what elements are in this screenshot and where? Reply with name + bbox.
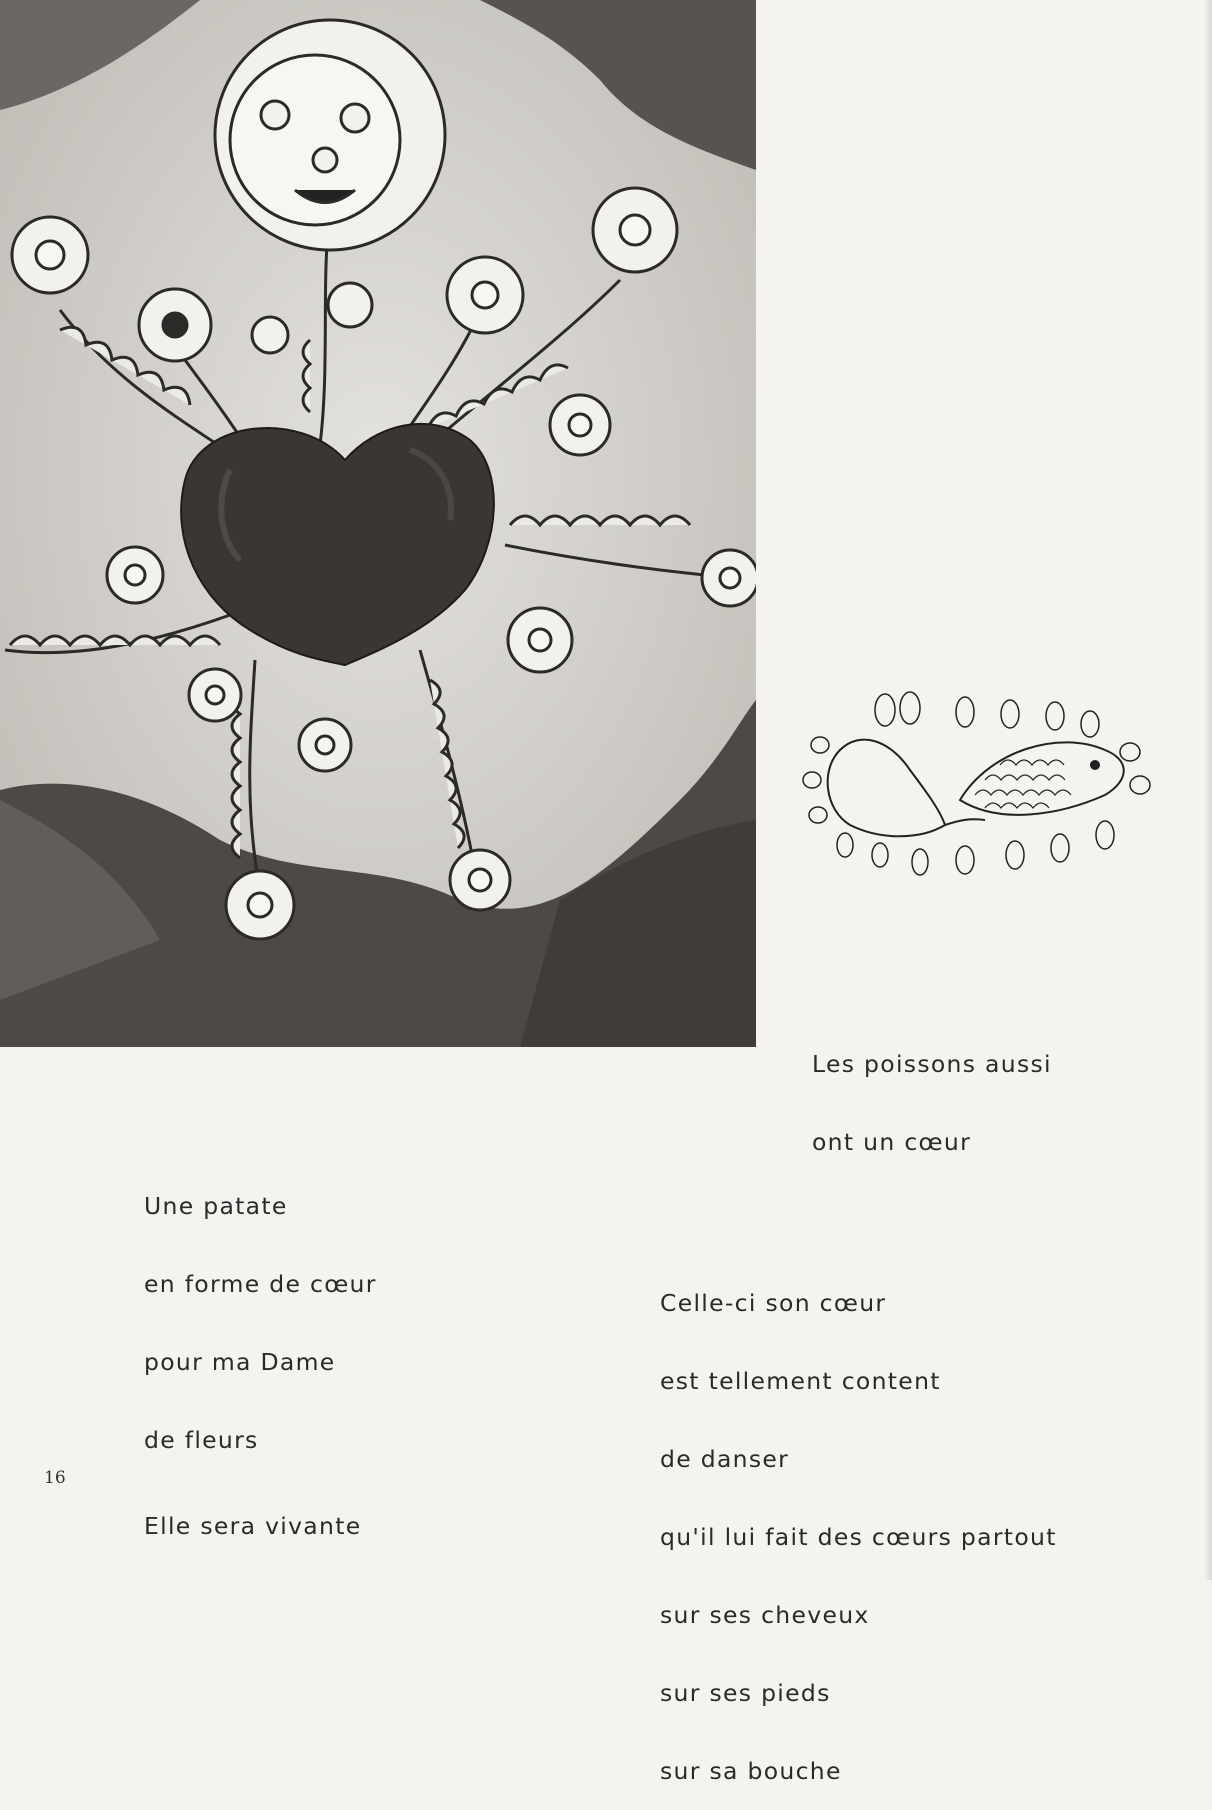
patate-caption [144, 1141, 377, 1565]
dame-de-fleurs-photo [0, 0, 756, 1047]
celle-caption-line: sur sa bouche [660, 1757, 842, 1785]
celle-caption-line: est tellement content [660, 1367, 941, 1395]
page-number: 16 [44, 1468, 66, 1488]
patate-caption-line: de fleurs [144, 1426, 259, 1454]
celle-caption-line: qu'il lui fait des cœurs partout [660, 1523, 1057, 1551]
patate-caption-line: Une patate [144, 1192, 288, 1220]
fish-caption [812, 999, 1052, 1181]
fish-caption-line: ont un cœur [812, 1128, 972, 1156]
celle-caption-line: sur ses pieds [660, 1679, 831, 1707]
patate-caption-last-line: Elle sera vivante [144, 1512, 362, 1540]
celle-caption-line: de danser [660, 1445, 790, 1473]
celle-ci-caption [660, 1238, 1057, 1810]
patate-caption-line: pour ma Dame [144, 1348, 336, 1376]
celle-caption-line: sur ses cheveux [660, 1601, 870, 1629]
celle-caption-line: Celle-ci son cœur [660, 1289, 887, 1317]
patate-caption-line: en forme de cœur [144, 1270, 377, 1298]
fish-heart-drawing [800, 690, 1170, 910]
photo-drawing [0, 0, 756, 1047]
page-edge-shadow [1204, 0, 1212, 1580]
fish-caption-line: Les poissons aussi [812, 1050, 1052, 1078]
